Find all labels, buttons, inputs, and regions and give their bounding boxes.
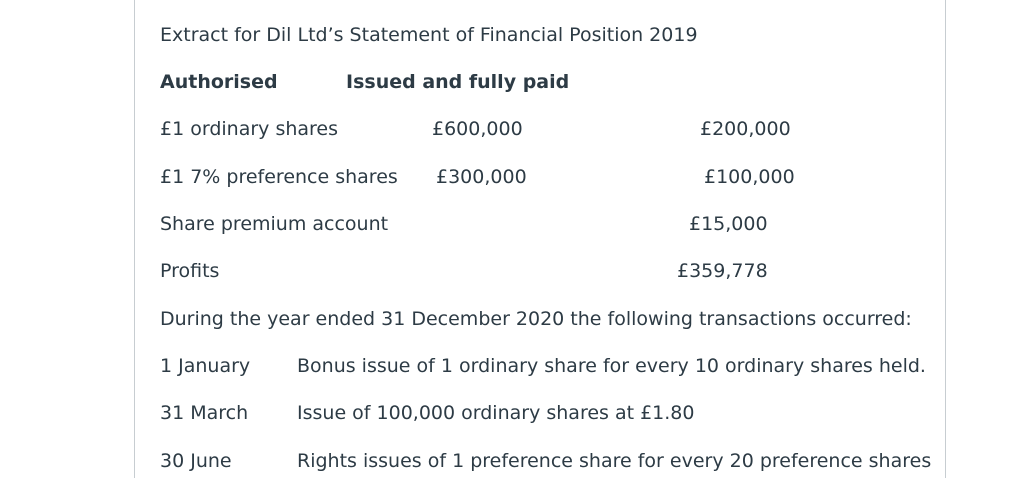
transactions-intro: During the year ended 31 December 2020 the following transactions occurred: (160, 308, 912, 330)
header-authorised: Authorised (160, 71, 278, 93)
row-issued-ordinary-shares: £200,000 (700, 118, 791, 140)
header-issued: Issued and fully paid (346, 71, 570, 93)
transaction-text: Rights issues of 1 preference share for every 20 preference shares (297, 450, 932, 472)
row-label-ordinary-shares: £1 ordinary shares (160, 118, 339, 140)
document-title: Extract for Dil Ltd’s Statement of Financial Position 2019 (160, 24, 698, 46)
row-label-profits: Profits (160, 260, 220, 282)
row-issued-preference-shares: £100,000 (704, 166, 795, 188)
row-authorised-ordinary-shares: £600,000 (432, 118, 523, 140)
row-issued-profits: £359,778 (677, 260, 768, 282)
row-issued-share-premium: £15,000 (689, 213, 768, 235)
transaction-text: Bonus issue of 1 ordinary share for every 10 ordinary shares held. (297, 355, 926, 377)
transaction-text: Issue of 100,000 ordinary shares at £1.80 (297, 402, 695, 424)
row-authorised-preference-shares: £300,000 (436, 166, 527, 188)
transaction-date: 31 March (160, 402, 249, 424)
transaction-date: 1 January (160, 355, 251, 377)
row-label-share-premium: Share premium account (160, 213, 389, 235)
transaction-date: 30 June (160, 450, 232, 472)
row-label-preference-shares: £1 7% preference shares (160, 166, 398, 188)
